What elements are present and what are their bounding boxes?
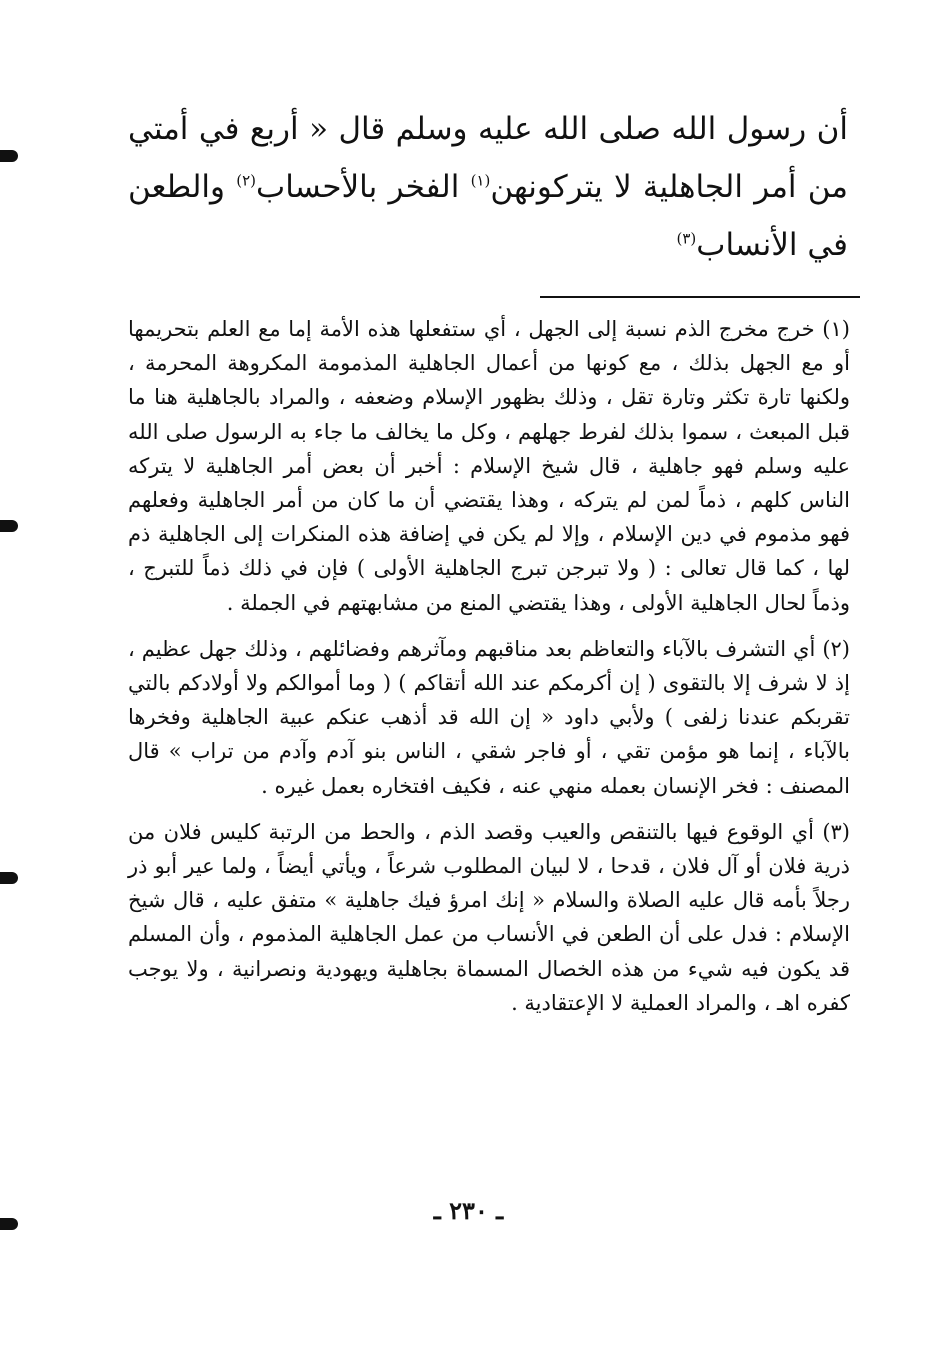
page-number: ـ ٢٣٠ ـ <box>433 1196 504 1225</box>
hadith-part-3: والطعن في الأنساب <box>128 169 848 263</box>
footnote-ref-3: (٣) <box>676 229 697 248</box>
footnote-separator <box>540 296 860 298</box>
footnote-1: (١) خرج مخرج الذم نسبة إلى الجهل ، أي ستفعلها هذه الأمة إما مع العلم بتحريمها أو مع الجهل بذلك ، مع كونها من أعمال الجاهلية المذمومة المكروهة المحرمة ، ولكنها تارة تكثر وتارة تقل ، وذلك بظهور الإسلام وضعفه ، والمراد بالجاهلية هنا ما قبل المبعث ، سموا بذلك لفرط جهلهم ، وكل ما يخالف ما جاء به الرسول صلى الله عليه وسلم فهو جاهلية ، قال شيخ الإسلام : أخبر أن بعض أمر الجاهلية لا يتركه الناس كلهم ، ذماً لمن لم يتركه ، وهذا يقتضي أن ما كان من أمر الجاهلية وفعلهم فهو مذموم في دين الإسلام ، وإلا لم يكن في إضافة هذه المنكرات إلى الجاهلية ذم لها ، كما قال تعالى : ( ولا تبرجن تبرج الجاهلية الأولى ) فإن في ذلك ذماً للتبرج ، وذماً لحال الجاهلية الأولى ، وهذا يقتضي المنع من مشابهتهم في الجملة . <box>128 317 850 615</box>
footnotes <box>128 312 850 1032</box>
footnote-ref-1: (١) <box>470 171 491 190</box>
scan-margin-mark <box>0 520 18 532</box>
footnote-2: (٢) أي التشرف بالآباء والتعاظم بعد مناقبهم ومآثرهم وفضائلهم ، وذلك جهل عظيم ، إذ لا شرف إلا بالتقوى ( إن أكرمكم عند الله أتقاكم ) ( وما أموالكم ولا أولادكم بالتي تقربكم عندنا زلفى ) ولأبي داود « إن الله قد أذهب عنكم عبية الجاهلية وفخرها بالآباء ، إنما هو مؤمن تقي ، أو فاجر شقي ، الناس بنو آدم وآدم من تراب » قال المصنف : فخر الإنسان بعمله منهي عنه ، فكيف افتخاره بعمل غيره . <box>128 636 850 798</box>
footnote-3: (٣) أي الوقوع فيها بالتنقص والعيب وقصد الذم ، والحط من الرتبة كليس فلان من ذرية فلان أو آل فلان ، قدحا ، لا لبيان المطلوب شرعاً ، ويأتي أيضاً ، ولما عير أبو ذر رجلاً بأمه قال عليه الصلاة والسلام « إنك امرؤ فيك جاهلية » متفق عليه ، قال شيخ الإسلام : فدل على أن الطعن في الأنساب من عمل الجاهلية المذموم ، وأن المسلم قد يكون فيه شيء من هذه الخصال المسماة بجاهلية ويهودية ونصرانية ، ولا يوجب كفره اهـ ، والمراد العملية لا الإعتقادية . <box>128 819 850 1015</box>
hadith-text <box>128 100 848 274</box>
scan-margin-mark <box>0 1218 18 1230</box>
scan-margin-mark <box>0 150 18 162</box>
hadith-part-2: الفخر بالأحساب <box>256 169 471 205</box>
footnote-ref-2: (٢) <box>236 171 257 190</box>
hadith-part-1: أن رسول الله صلى الله عليه وسلم قال « أربع في أمتي من أمر الجاهلية لا يتركونهن <box>128 111 848 205</box>
scan-margin-mark <box>0 872 18 884</box>
